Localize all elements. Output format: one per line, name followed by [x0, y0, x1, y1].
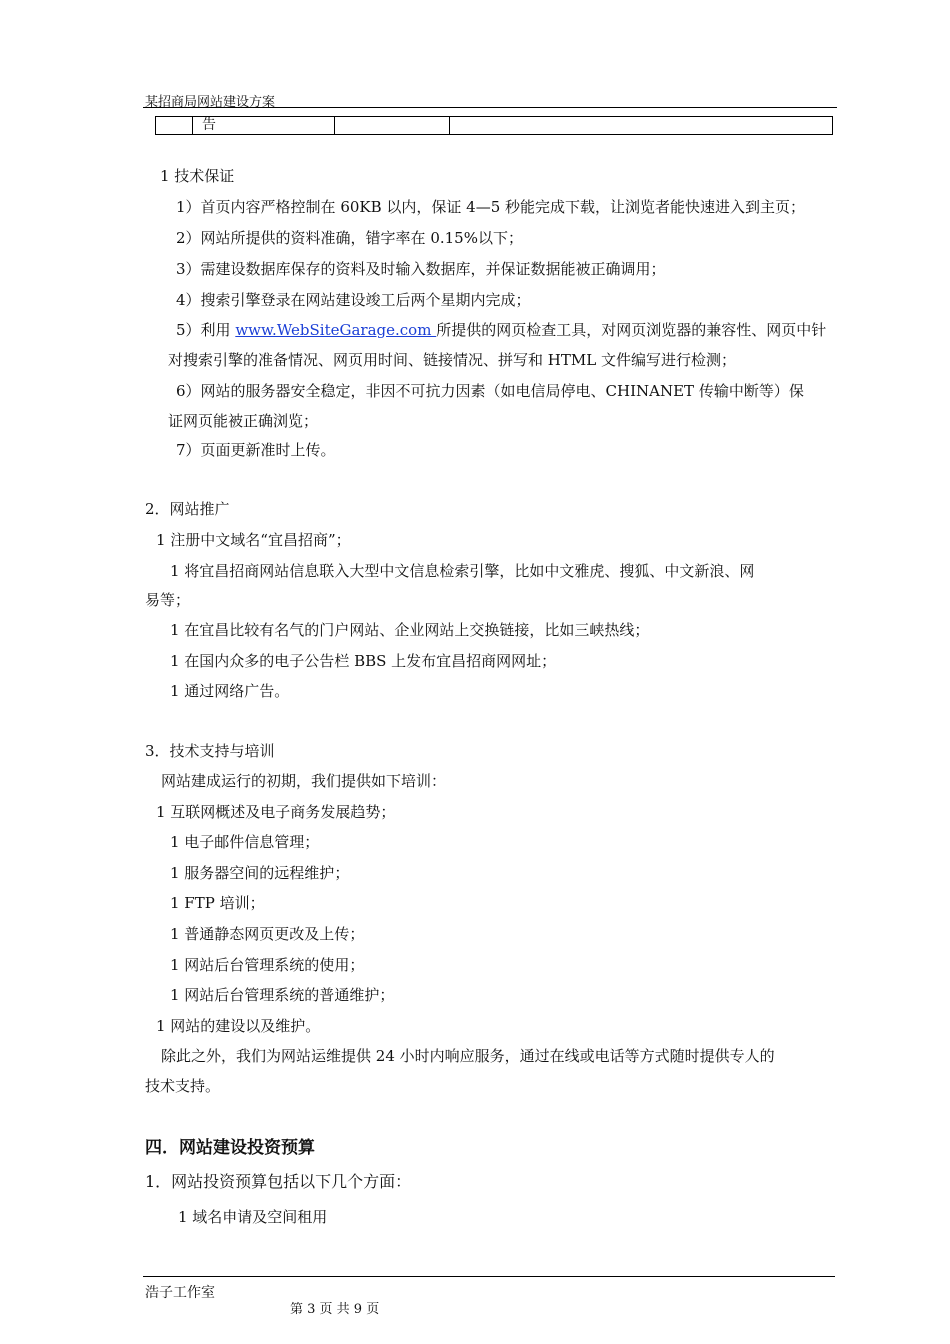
promotion-heading: 2．网站推广	[145, 500, 230, 518]
tech-guarantee-item: 3）需建设数据库保存的资料及时输入数据库，并保证数据能被正确调用；	[176, 260, 666, 278]
tech-guarantee-item-7: 7）页面更新准时上传。	[176, 441, 336, 459]
item5-prefix: 5）利用	[176, 321, 236, 339]
tech-guarantee-item-6-cont: 证网页能被正确浏览；	[168, 412, 319, 430]
support-intro: 网站建成运行的初期，我们提供如下培训：	[161, 772, 447, 790]
budget-subheading: 1．网站投资预算包括以下几个方面：	[145, 1172, 412, 1191]
footer-page-number: 第 3 页 共 9 页	[290, 1302, 380, 1317]
support-item: 1 服务器空间的远程维护；	[170, 864, 350, 882]
support-item: 1 电子邮件信息管理；	[170, 833, 320, 851]
tech-guarantee-item: 2）网站所提供的资料准确，错字率在 0.15%以下；	[176, 229, 523, 247]
website-garage-link[interactable]: www.WebSiteGarage.com	[235, 321, 437, 339]
support-item: 1 互联网概述及电子商务发展趋势；	[156, 803, 396, 821]
support-closing: 除此之外，我们为网站运维提供 24 小时内响应服务，通过在线或电话等方式随时提供专人的	[161, 1047, 775, 1065]
support-item: 1 网站后台管理系统的使用；	[170, 956, 365, 974]
table-cell	[335, 117, 450, 135]
promotion-item: 1 通过网络广告。	[170, 682, 290, 700]
promotion-item: 1 在国内众多的电子公告栏 BBS 上发布宜昌招商网网址；	[170, 652, 557, 670]
footer-studio: 浩子工作室	[145, 1285, 215, 1301]
promotion-item: 1 注册中文域名“宜昌招商”；	[156, 531, 351, 549]
support-item: 1 普通静态网页更改及上传；	[170, 925, 365, 943]
table-row	[156, 117, 833, 135]
promotion-item: 1 将宜昌招商网站信息联入大型中文信息检索引擎，比如中文雅虎、搜狐、中文新浪、网	[170, 562, 755, 580]
tech-guarantee-item: 1）首页内容严格控制在 60KB 以内，保证 4—5 秒能完成下载，让浏览者能快速进入到主页；	[176, 198, 806, 216]
support-heading: 3．技术支持与培训	[145, 742, 275, 760]
tech-guarantee-heading: 1 技术保证	[160, 167, 235, 185]
table-cell	[156, 117, 193, 135]
page-header-title: 某招商局网站建设方案	[145, 95, 276, 110]
promotion-item: 1 在宜昌比较有名气的门户网站、企业网站上交换链接，比如三峡热线；	[170, 621, 650, 639]
item5-suffix: 所提供的网页检查工具，对网页浏览器的兼容性、网页中针	[436, 321, 827, 339]
tech-guarantee-item-5	[176, 320, 826, 340]
table-fragment	[155, 116, 833, 135]
header-rule	[143, 107, 837, 108]
tech-guarantee-item: 4）搜索引擎登录在网站建设竣工后两个星期内完成；	[176, 291, 531, 309]
tech-guarantee-item-6: 6）网站的服务器安全稳定，非因不可抗力因素（如电信局停电、CHINANET 传输中断等）保	[176, 382, 804, 400]
budget-item: 1 域名申请及空间租用	[178, 1208, 328, 1226]
footer-rule	[143, 1276, 835, 1277]
budget-heading: 四．网站建设投资预算	[145, 1138, 315, 1158]
promotion-item-cont: 易等；	[145, 591, 191, 609]
table-cell: 告	[193, 117, 335, 135]
table-cell	[450, 117, 833, 135]
support-closing-cont: 技术支持。	[145, 1077, 221, 1095]
support-item: 1 网站后台管理系统的普通维护；	[170, 986, 395, 1004]
tech-guarantee-item-5-cont: 对搜索引擎的准备情况、网页用时间、链接情况、拼写和 HTML 文件编写进行检测；	[168, 351, 736, 369]
support-item: 1 网站的建设以及维护。	[156, 1017, 321, 1035]
support-item: 1 FTP 培训；	[170, 894, 265, 912]
